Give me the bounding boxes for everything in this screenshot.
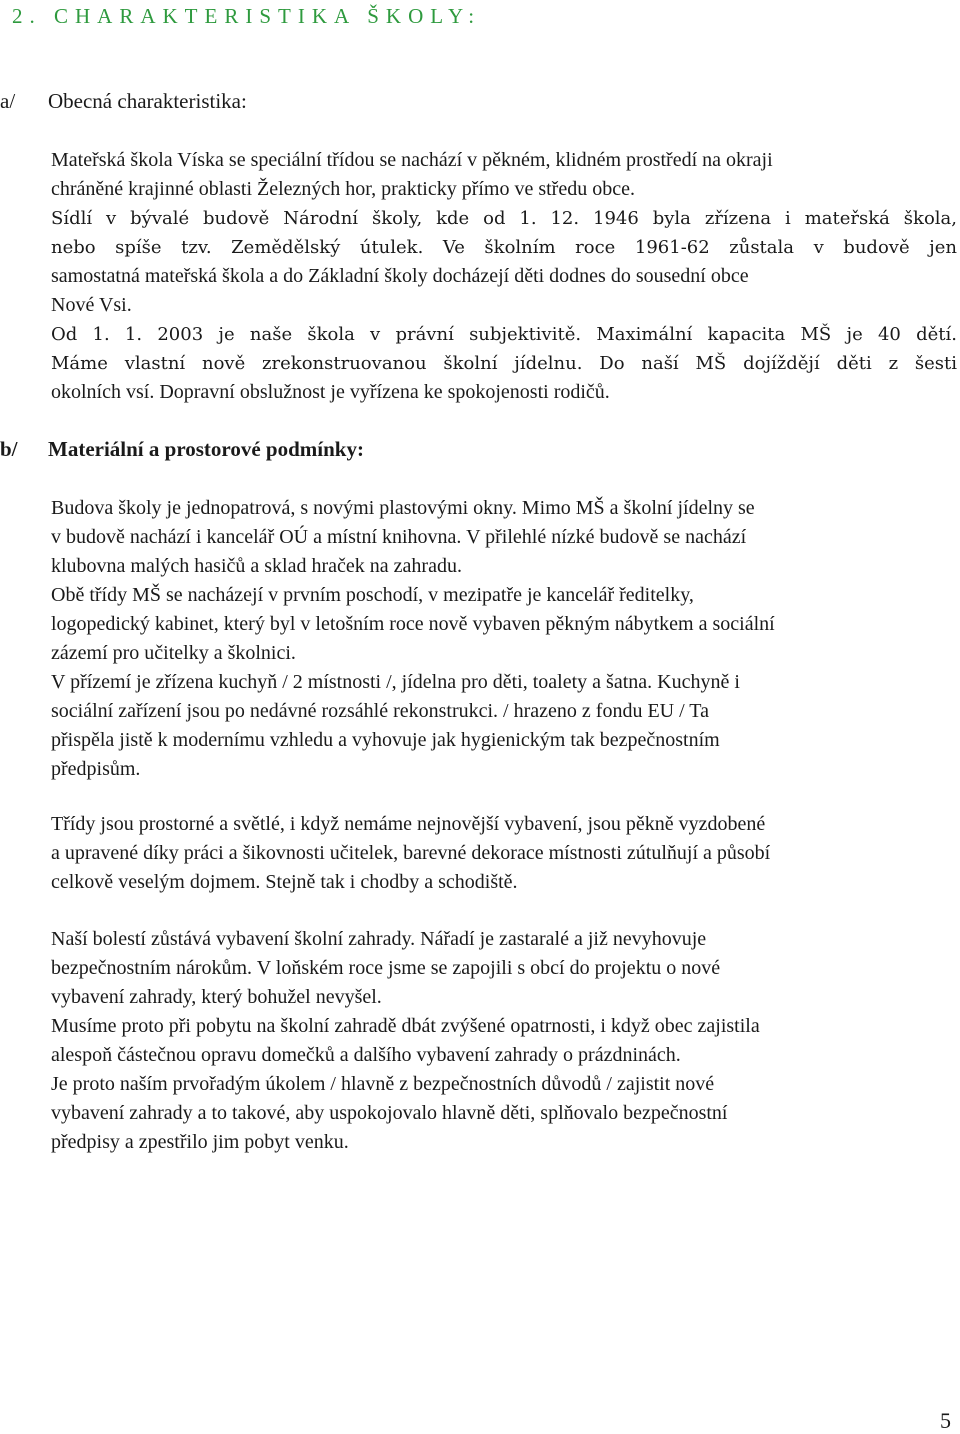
section-a-marker: a/ [0,89,16,113]
section-b-title: Materiální a prostorové podmínky: [48,437,364,461]
paragraph-line: V přízemí je zřízena kuchyň / 2 místnosti /, jídelna pro děti, toalety a šatna. Kuchyně i [51,671,740,693]
section-b-paragraph-2 [51,810,957,897]
section-a-title: Obecná charakteristika: [48,89,247,113]
paragraph-line: a upravené díky práci a šikovnosti učitelek, barevné dekorace místnosti zútulňují a působí [51,842,771,864]
paragraph-line: vybavení zahrady, který bohužel nevyšel. [51,986,382,1008]
paragraph-line: předpisy a zpestřilo jim pobyt venku. [51,1131,349,1153]
paragraph-line: celkově veselým dojmem. Stejně tak i chodby a schodiště. [51,871,518,893]
paragraph-line: chráněné krajinné oblasti Železných hor, prakticky přímo ve středu obce. [51,178,635,200]
paragraph-line: Musíme proto při pobytu na školní zahradě dbát zvýšené opatrnosti, i když obec zajistila [51,1015,760,1037]
paragraph-line: Naší bolestí zůstává vybavení školní zahrady. Nářadí je zastaralé a již nevyhovuje [51,928,707,950]
paragraph-line: Mateřská škola Víska se speciální třídou se nachází v pěkném, klidném prostředí na okraji [51,149,773,171]
paragraph-line: zázemí pro učitelky a školnici. [51,642,296,664]
paragraph-line: v budově nachází i kancelář OÚ a místní knihovna. V přilehlé nízké budově se nachází [51,526,747,548]
paragraph-line: bezpečnostním nárokům. V loňském roce jsme se zapojili s obcí do projektu o nové [51,957,721,979]
paragraph-line: Třídy jsou prostorné a světlé, i když nemáme nejnovější vybavení, jsou pěkně vyzdobené [51,813,766,835]
paragraph-line: samostatná mateřská škola a do Základní školy docházejí děti dodnes do sousední obce [51,265,749,287]
section-b-paragraph-1 [51,494,957,784]
paragraph-line: Nové Vsi. [51,294,132,316]
section-b-marker: b/ [0,437,18,461]
paragraph-line: Máme vlastní nově zrekonstruovanou školní jídelnu. Do naší MŠ dojíždějí děti z šesti [51,353,957,374]
section-b-paragraph-3 [51,925,957,1157]
page-heading: 2. CHARAKTERISTIKA ŠKOLY: [12,4,482,28]
paragraph-line: Obě třídy MŠ se nacházejí v prvním poschodí, v mezipatře je kancelář ředitelky, [51,584,694,606]
paragraph-line: předpisům. [51,758,141,780]
page-number: 5 [940,1408,951,1433]
paragraph-line: alespoň částečnou opravu domečků a dalšího vybavení zahrady o prázdninách. [51,1044,681,1066]
paragraph-line: vybavení zahrady a to takové, aby uspokojovalo hlavně děti, splňovalo bezpečnostní [51,1102,728,1124]
paragraph-line: Budova školy je jednopatrová, s novými plastovými okny. Mimo MŠ a školní jídelny se [51,497,755,519]
paragraph-line: Od 1. 1. 2003 je naše škola v právní subjektivitě. Maximální kapacita MŠ je 40 dětí. [51,324,957,345]
paragraph-line: okolních vsí. Dopravní obslužnost je vyřízena ke spokojenosti rodičů. [51,381,610,403]
paragraph-line: přispěla jistě k modernímu vzhledu a vyhovuje jak hygienickým tak bezpečnostním [51,729,720,751]
paragraph-line: Sídlí v bývalé budově Národní školy, kde od 1. 12. 1946 byla zřízena i mateřská škola, [51,208,957,229]
paragraph-line: sociální zařízení jsou po nedávné rozsáhlé rekonstrukci. / hrazeno z fondu EU / Ta [51,700,709,722]
paragraph-line: Je proto naším prvořadým úkolem / hlavně z bezpečnostních důvodů / zajistit nové [51,1073,715,1095]
paragraph-line: nebo spíše tzv. Zemědělský útulek. Ve školním roce 1961-62 zůstala v budově jen [51,237,957,258]
section-a-paragraph [51,146,957,407]
paragraph-line: klubovna malých hasičů a sklad hraček na zahradu. [51,555,462,577]
paragraph-line: logopedický kabinet, který byl v letošním roce nově vybaven pěkným nábytkem a sociální [51,613,775,635]
